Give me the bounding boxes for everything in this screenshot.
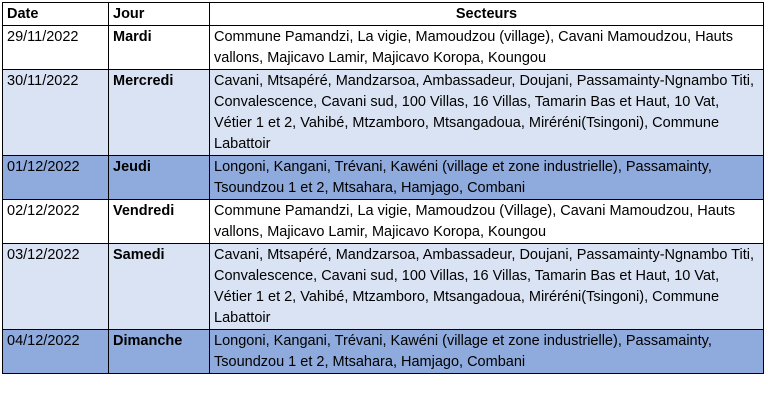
day-cell: Vendredi	[109, 200, 210, 244]
date-cell: 03/12/2022	[3, 244, 109, 330]
table-row	[3, 244, 764, 330]
sectors-cell: Longoni, Kangani, Trévani, Kawéni (village et zone industrielle), Passamainty, Tsoundzou 1 et 2, Mtsahara, Hamjago, Combani	[210, 156, 764, 200]
table-row	[3, 200, 764, 244]
header-date: Date	[3, 3, 109, 26]
date-cell: 30/11/2022	[3, 70, 109, 156]
table-row	[3, 70, 764, 156]
sectors-cell: Cavani, Mtsapéré, Mandzarsoa, Ambassadeur, Doujani, Passamainty-Ngnambo Titi, Convalescence, Cavani sud, 100 Villas, 16 Villas, Tamarin Bas et Haut, 10 Vat, Vétier 1 et 2, Vahibé, Mtzamboro, Mtsangadoua, Miréréni(Tsingoni), Commune Labattoir	[210, 70, 764, 156]
sectors-cell: Commune Pamandzi, La vigie, Mamoudzou (Village), Cavani Mamoudzou, Hauts vallons, Majicavo Lamir, Majicavo Koropa, Koungou	[210, 200, 764, 244]
table-row	[3, 156, 764, 200]
table-row	[3, 26, 764, 70]
day-cell: Samedi	[109, 244, 210, 330]
header-row	[3, 3, 764, 26]
schedule-table	[2, 2, 764, 374]
header-secteurs: Secteurs	[210, 3, 764, 26]
date-cell: 29/11/2022	[3, 26, 109, 70]
sectors-cell: Longoni, Kangani, Trévani, Kawéni (village et zone industrielle), Passamainty, Tsoundzou 1 et 2, Mtsahara, Hamjago, Combani	[210, 330, 764, 374]
table-row	[3, 330, 764, 374]
sectors-cell: Cavani, Mtsapéré, Mandzarsoa, Ambassadeur, Doujani, Passamainty-Ngnambo Titi, Convalescence, Cavani sud, 100 Villas, 16 Villas, Tamarin Bas et Haut, 10 Vat, Vétier 1 et 2, Vahibé, Mtzamboro, Mtsangadoua, Miréréni(Tsingoni), Commune Labattoir	[210, 244, 764, 330]
day-cell: Dimanche	[109, 330, 210, 374]
day-cell: Mercredi	[109, 70, 210, 156]
date-cell: 02/12/2022	[3, 200, 109, 244]
date-cell: 04/12/2022	[3, 330, 109, 374]
day-cell: Mardi	[109, 26, 210, 70]
day-cell: Jeudi	[109, 156, 210, 200]
date-cell: 01/12/2022	[3, 156, 109, 200]
header-jour: Jour	[109, 3, 210, 26]
sectors-cell: Commune Pamandzi, La vigie, Mamoudzou (village), Cavani Mamoudzou, Hauts vallons, Majicavo Lamir, Majicavo Koropa, Koungou	[210, 26, 764, 70]
